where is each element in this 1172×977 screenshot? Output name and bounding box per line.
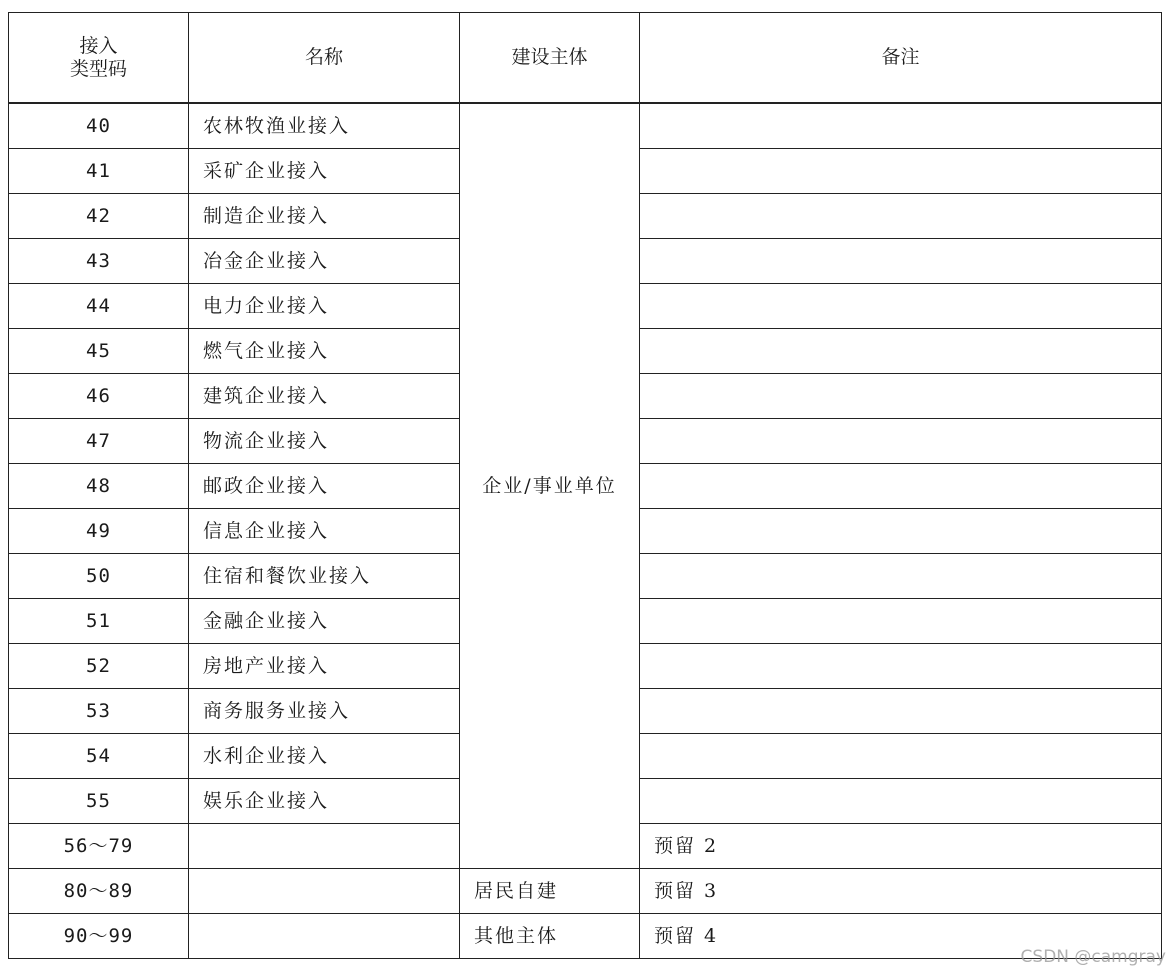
row-name: 建筑企业接入	[189, 374, 460, 419]
row-remark: 预留 2	[640, 824, 1162, 869]
row-name: 邮政企业接入	[189, 464, 460, 509]
row-remark	[640, 464, 1162, 509]
row-builder: 居民自建	[460, 869, 640, 914]
row-code: 55	[9, 779, 189, 824]
row-code: 45	[9, 329, 189, 374]
row-code: 90～99	[9, 914, 189, 959]
row-code: 53	[9, 689, 189, 734]
row-remark	[640, 194, 1162, 239]
watermark: CSDN @camgray	[1020, 947, 1166, 967]
row-remark	[640, 509, 1162, 554]
row-remark	[640, 239, 1162, 284]
row-remark	[640, 689, 1162, 734]
row-code: 44	[9, 284, 189, 329]
row-remark	[640, 419, 1162, 464]
header-code-line2: 类型码	[69, 57, 127, 80]
row-remark	[640, 374, 1162, 419]
table-row	[9, 869, 1162, 914]
row-remark	[640, 103, 1162, 149]
row-code: 54	[9, 734, 189, 779]
row-remark	[640, 554, 1162, 599]
row-builder: 其他主体	[460, 914, 640, 959]
table-row	[9, 103, 1162, 149]
row-name: 商务服务业接入	[189, 689, 460, 734]
row-remark	[640, 329, 1162, 374]
row-name: 信息企业接入	[189, 509, 460, 554]
header-code	[9, 13, 189, 104]
row-name: 制造企业接入	[189, 194, 460, 239]
merged-builder-cell: 企业/事业单位	[460, 103, 640, 869]
row-name: 金融企业接入	[189, 599, 460, 644]
row-name: 物流企业接入	[189, 419, 460, 464]
row-name	[189, 824, 460, 869]
row-code: 46	[9, 374, 189, 419]
row-remark	[640, 599, 1162, 644]
row-code: 50	[9, 554, 189, 599]
row-name: 娱乐企业接入	[189, 779, 460, 824]
access-type-code-table	[8, 12, 1162, 959]
row-code: 41	[9, 149, 189, 194]
row-code: 51	[9, 599, 189, 644]
row-name: 农林牧渔业接入	[189, 103, 460, 149]
row-name: 房地产业接入	[189, 644, 460, 689]
row-remark	[640, 149, 1162, 194]
row-code: 49	[9, 509, 189, 554]
row-remark	[640, 734, 1162, 779]
table-header-row	[9, 13, 1162, 104]
header-code-line1: 接入	[79, 34, 118, 57]
header-remark: 备注	[640, 13, 1162, 104]
row-remark	[640, 779, 1162, 824]
row-code: 56～79	[9, 824, 189, 869]
row-name	[189, 869, 460, 914]
row-name: 水利企业接入	[189, 734, 460, 779]
row-code: 80～89	[9, 869, 189, 914]
row-remark	[640, 284, 1162, 329]
row-code: 52	[9, 644, 189, 689]
row-remark: 预留 4	[640, 914, 1162, 959]
row-remark: 预留 3	[640, 869, 1162, 914]
row-code: 42	[9, 194, 189, 239]
row-name: 电力企业接入	[189, 284, 460, 329]
row-name: 冶金企业接入	[189, 239, 460, 284]
row-name	[189, 914, 460, 959]
row-code: 43	[9, 239, 189, 284]
row-code: 40	[9, 103, 189, 149]
row-name: 采矿企业接入	[189, 149, 460, 194]
row-remark	[640, 644, 1162, 689]
row-code: 47	[9, 419, 189, 464]
row-code: 48	[9, 464, 189, 509]
table-row	[9, 914, 1162, 959]
row-name: 燃气企业接入	[189, 329, 460, 374]
row-name: 住宿和餐饮业接入	[189, 554, 460, 599]
header-name: 名称	[189, 13, 460, 104]
header-builder: 建设主体	[460, 13, 640, 104]
